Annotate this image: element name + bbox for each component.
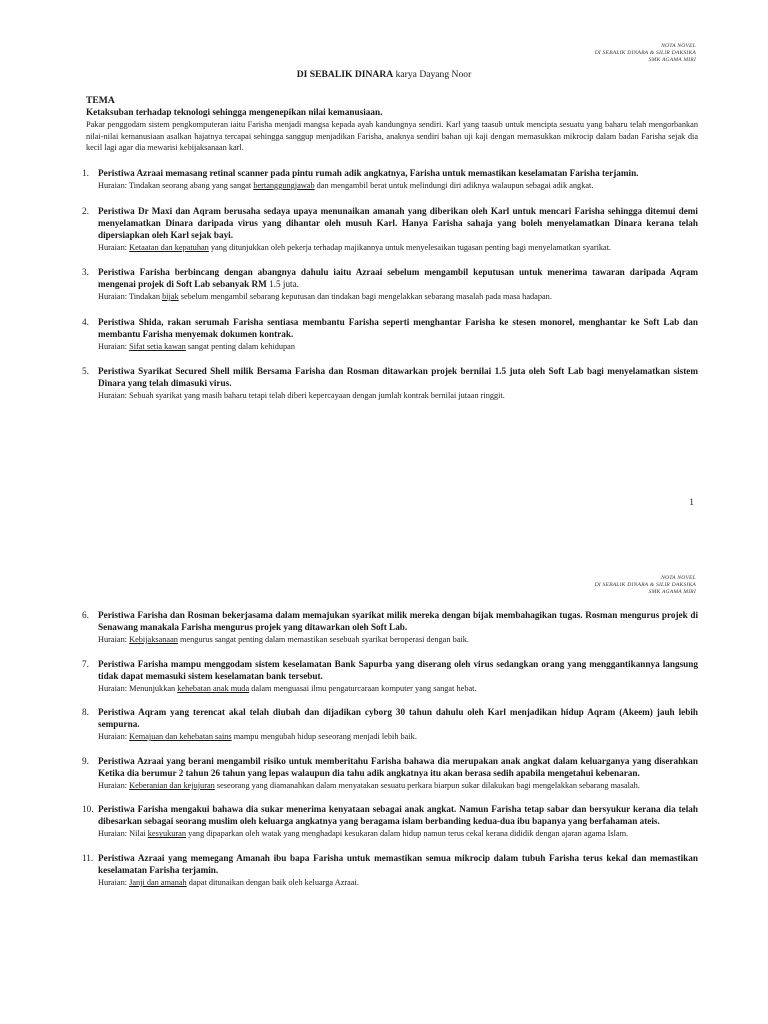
- item-heading-tail: 1.5 juta.: [266, 279, 299, 290]
- item-heading: [98, 803, 698, 827]
- desc-underline: kesyukuran: [147, 829, 187, 839]
- document-title: [0, 69, 768, 80]
- list-item: [78, 658, 698, 695]
- tema-label: TEMA: [86, 95, 115, 106]
- header-line-1: NOTA NOVEL: [661, 575, 696, 581]
- item-heading: [98, 266, 698, 290]
- page-header: [595, 43, 696, 64]
- desc-underline: Keberanian dan kejujuran: [129, 780, 215, 790]
- header-line-2: DI SEBALIK DINARA & SILIR DAKSIKA: [594, 50, 696, 56]
- desc-post: dapat ditunaikan dengan baik oleh keluarga Azraai.: [186, 877, 359, 887]
- title-bold: DI SEBALIK DINARA: [296, 69, 394, 80]
- list-item: [78, 852, 698, 889]
- item-heading-text: Peristiwa Farisha dan Rosman bekerjasama dalam memajukan syarikat milik mereka dengan bijak membahagikan tugas. Rosman mengurus projek di Senawang manakala Farisha mengurus projek yang ditawarkan oleh Soft Lab.: [98, 610, 698, 632]
- header-line-3: SMK AGAMA MIRI: [648, 57, 696, 63]
- item-number: 5.: [82, 366, 89, 377]
- item-heading-text: Peristiwa Syarikat Secured Shell milik Bersama Farisha dan Rosman ditawarkan projek bernilai 1.5 juta oleh Soft Lab bagi menyelamatkan sistem Dinara yang telah dimasuki virus.: [98, 366, 698, 389]
- list-item: [78, 167, 698, 192]
- list-item: [78, 609, 698, 646]
- item-heading-text: Peristiwa Farisha mampu menggodam sistem keselamatan Bank Sapurba yang diserang oleh virus sedangkan orang yang menggantikannya langsung tidak dapat memasuki sistem keselamatan bank tersebut.: [98, 658, 698, 681]
- desc-underline: Sifat setia kawan: [129, 341, 186, 351]
- item-heading: [98, 755, 698, 779]
- item-heading: [98, 365, 698, 389]
- desc-pre: Huraian:: [98, 732, 130, 742]
- desc-post: seseorang yang diamanahkan dalam menyatakan sesuatu perkara biarpun sukar dilakukan bagi mengelakkan sebarang masalah.: [214, 780, 640, 790]
- item-number: 2.: [82, 205, 89, 216]
- desc-post: yang dipaparkan oleh watak yang menghadapi kesukaran dalam hidup namun terus cekal kerana dididik dengan ajaran agama Islam.: [186, 829, 629, 839]
- desc-pre: Huraian: Menunjukkan: [98, 683, 178, 693]
- document-page-2: [0, 560, 768, 1024]
- item-heading-text: Peristiwa Shida, rakan serumah Farisha sentiasa membantu Farisha seperti menghantar Farisha ke stesen monorel, menghantar ke Soft Lab dan membantu Farisha menyemak dokumen kontrak.: [98, 316, 698, 339]
- item-heading-text: Peristiwa Dr Maxi dan Aqram berusaha sedaya upaya menunaikan amanah yang diberikan oleh Karl untuk mencari Farisha sehingga ditemui demi menyelamatkan Dinara daripada virus yang dihantar oleh musuh Karl. Hanya Farisha sahaja yang boleh menyelamatkan Dinara kerana telah dipersiapkan oleh Karl sejak bayi.: [98, 205, 698, 240]
- tema-description: Pakar penggodam sistem pengkomputeran iaitu Farisha menjadi mangsa kepada ayah kandungnya sendiri. Karl yang taasub untuk mencipta sesuatu yang baharu telah mengorbankan nilai-nilai kemanusiaan asalkan hajatnya tercapai sehingga sanggup menjadikan Farisha, anaknya sendiri bahan uji kaji dengan memasukkan mikrocip dalam badan Farisha sejak dia kecil lagi agar dia mewarisi kebijaksanaan karl.: [86, 120, 698, 153]
- list-item: [78, 316, 698, 353]
- list-item: [78, 706, 698, 743]
- desc-post: yang ditunjukkan oleh pekerja terhadap majikannya untuk menyelesaikan tugasan penting bagi menyelamatkan syarikat.: [208, 242, 612, 252]
- header-line-1: NOTA NOVEL: [661, 43, 696, 49]
- item-heading: [98, 167, 698, 179]
- desc-post: sangat penting dalam kehidupan: [185, 341, 296, 351]
- desc-post: sebelum mengambil sebarang keputusan dan tindakan bagi mengelakkan sebarang masalah pada masa hadapan.: [178, 292, 552, 302]
- desc-pre: Huraian:: [98, 635, 130, 644]
- item-description: [98, 780, 698, 792]
- item-number: 4.: [82, 316, 89, 327]
- header-line-3: SMK AGAMA MIRI: [648, 589, 696, 595]
- item-number: 10.: [82, 804, 94, 815]
- desc-post: mengurus sangat penting dalam memastikan sesebuah syarikat beroperasi dengan baik.: [177, 635, 469, 644]
- list-item: [78, 266, 698, 303]
- desc-underline: Janji dan amanah: [129, 877, 187, 887]
- item-heading-text: Peristiwa Azraai yang memegang Amanah ibu bapa Farisha untuk memastikan semua mikrocip dalam tubuh Farisha terus kekal dan memastikan keselamatan Farisha terjamin.: [98, 852, 698, 875]
- desc-underline: kehebatan anak muda: [177, 683, 250, 693]
- desc-pre: Huraian: Tindakan: [98, 292, 163, 302]
- item-description: [98, 341, 698, 353]
- desc-pre: Huraian: Nilai: [98, 829, 148, 839]
- item-heading-text: Peristiwa Azraai memasang retinal scanner pada pintu rumah adik angkatnya, Farisha untuk memastikan keselamatan Farisha terjamin.: [98, 168, 639, 178]
- tema-subtitle: Ketaksuban terhadap teknologi sehingga mengenepikan nilai kemanusiaan.: [86, 107, 383, 117]
- desc-pre: Huraian:: [98, 877, 130, 887]
- item-description: [98, 828, 698, 840]
- desc-post: mampu mengubah hidup seseorang menjadi lebih baik.: [231, 732, 417, 742]
- item-heading: [98, 205, 698, 241]
- item-heading: [98, 706, 698, 730]
- item-description: [98, 731, 698, 743]
- desc-pre: Huraian: Sebuah syarikat yang masih baharu tetapi telah diberi kepercayaan dengan jumlah kontrak bernilai jutaan ringgit.: [98, 391, 505, 401]
- item-number: 8.: [82, 707, 89, 718]
- page-number: 1: [689, 498, 694, 508]
- item-number: 6.: [82, 610, 89, 620]
- desc-underline: Ketaatan dan kepatuhan: [129, 242, 209, 252]
- item-heading-text: Peristiwa Azraai yang berani mengambil risiko untuk memberitahu Farisha bahawa dia merupakan anak angkat dalam keluarganya yang diserahkan Ketika dia berumur 2 tahun 26 tahun yang lepas walaupun dia tahu adik angkatnya itu akan berasa sedih apabila mengetahui kebenaran.: [98, 755, 698, 778]
- item-heading: [98, 852, 698, 876]
- item-number: 11.: [82, 852, 94, 863]
- item-number: 9.: [82, 755, 89, 766]
- desc-underline: Kemajuan dan kehebatan sains: [129, 732, 232, 742]
- desc-pre: Huraian:: [98, 780, 130, 790]
- item-heading-text: Peristiwa Farisha mengakui bahawa dia sukar menerima kenyataan sebagai anak angkat. Namun Farisha tetap sabar dan bersyukur kerana dia telah dibesarkan sebagai seorang muslim oleh keluarga angkatnya yang beragama islam berbanding kedua-dua ibu bapanya yang berfahaman ateis.: [98, 804, 698, 827]
- desc-pre: Huraian: Tindakan seorang abang yang sangat: [98, 181, 254, 190]
- item-description: [98, 242, 698, 254]
- desc-underline: bertanggungjawab: [253, 181, 315, 190]
- item-number: 1.: [82, 168, 89, 178]
- item-heading-text: Peristiwa Aqram yang terencat akal telah diubah dan dijadikan cyborg 30 tahun dahulu oleh Karl menjadikan hidup Aqram (Akeem) jauh lebih sempurna.: [98, 707, 698, 730]
- event-list: [78, 609, 698, 901]
- header-line-2: DI SEBALIK DINARA & SILIR DAKSIKA: [594, 582, 696, 588]
- tema-section: [86, 95, 698, 154]
- desc-underline: Kebijaksanaan: [129, 635, 178, 644]
- desc-pre: Huraian:: [98, 242, 130, 252]
- item-description: [98, 683, 698, 695]
- list-item: [78, 755, 698, 792]
- event-list: [78, 167, 698, 415]
- item-heading: [98, 609, 698, 633]
- desc-underline: bijak: [162, 292, 179, 302]
- item-number: 3.: [82, 267, 89, 278]
- desc-post: dalam menguasai ilmu pengaturcaraan komputer yang sangat hebat.: [249, 683, 477, 693]
- item-number: 7.: [82, 658, 89, 669]
- title-author: karya Dayang Noor: [393, 69, 472, 80]
- item-heading: [98, 316, 698, 340]
- item-description: [98, 634, 698, 646]
- list-item: [78, 803, 698, 840]
- page-header: [595, 575, 696, 596]
- item-heading-text: Peristiwa Farisha berbincang dengan abangnya dahulu iaitu Azraai sebelum mengambil keputusan untuk menerima tawaran daripada Aqram mengenai projek di Soft Lab sebanyak RM: [98, 267, 698, 290]
- list-item: [78, 205, 698, 254]
- item-description: [98, 877, 698, 889]
- desc-post: dan mengambil berat untuk melindungi diri adiknya walaupun sebagai adik angkat.: [314, 181, 594, 190]
- item-heading: [98, 658, 698, 682]
- item-description: [98, 291, 698, 303]
- item-description: [98, 180, 698, 192]
- item-description: [98, 390, 698, 402]
- list-item: [78, 365, 698, 402]
- desc-pre: Huraian:: [98, 341, 130, 351]
